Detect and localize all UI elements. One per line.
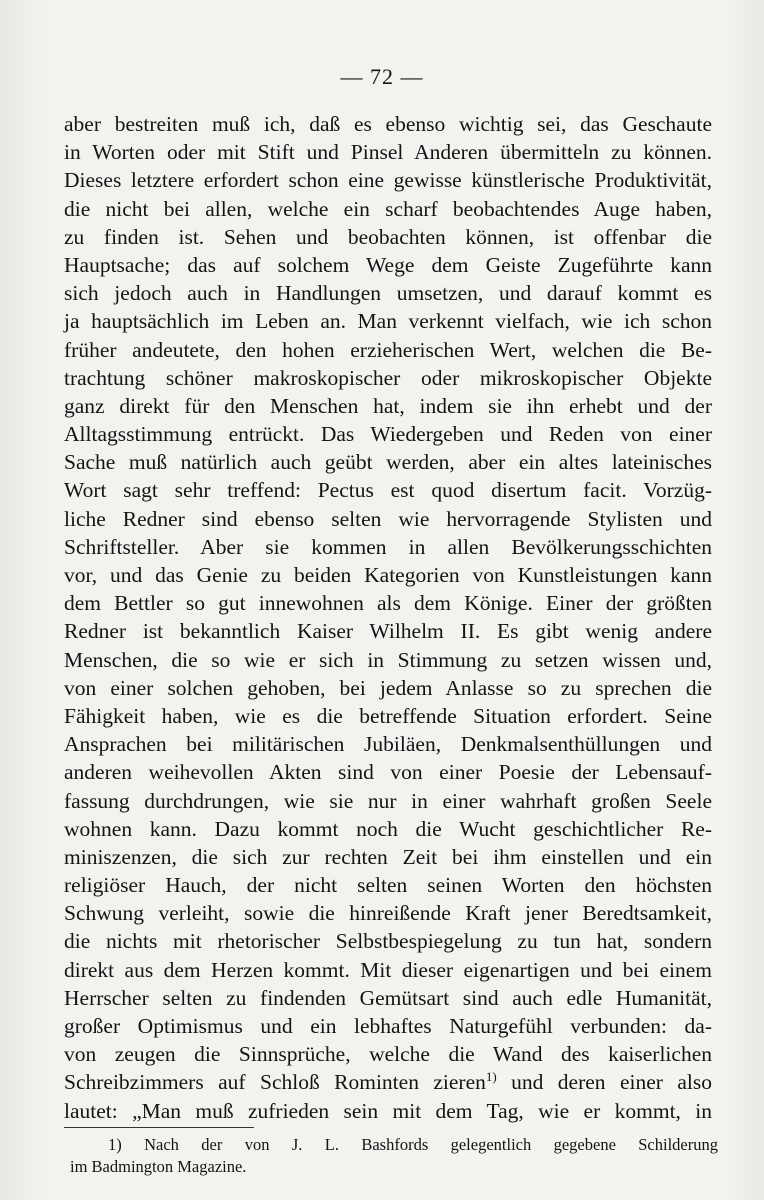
text-line: die nicht bei allen, welche ein scharf beobachtendes Auge haben,	[64, 196, 712, 221]
text-line: trachtung schöner makroskopischer oder mikroskopischer Objekte	[64, 365, 712, 390]
text-line: aber bestreiten muß ich, daß es ebenso wichtig sei, das Geschaute	[64, 112, 712, 136]
footnote-divider	[64, 1127, 254, 1128]
text-line-with-footnote-ref	[64, 1068, 712, 1096]
footnote	[70, 1134, 718, 1178]
body-text	[64, 110, 712, 1125]
text-line: Wort sagt sehr treffend: Pectus est quod disertum facit. Vorzüg-	[64, 478, 712, 503]
text-line: liche Redner sind ebenso selten wie hervorragende Stylisten und	[64, 506, 712, 531]
text-line: religiöser Hauch, der nicht selten seinen Worten den höchsten	[64, 873, 712, 898]
text-line: Ansprachen bei militärischen Jubiläen, Denkmalsenthüllungen und	[64, 732, 712, 757]
text-line: anderen weihevollen Akten sind von einer Poesie der Lebensauf-	[64, 760, 712, 785]
footnote-reference: 1)	[485, 1069, 497, 1085]
text-line: von einer solchen gehoben, bei jedem Anlasse so zu sprechen die	[64, 675, 712, 700]
text-line: früher andeutete, den hohen erzieherischen Wert, welchen die Be-	[64, 337, 712, 362]
text-line: Sache muß natürlich auch geübt werden, aber ein altes lateinisches	[64, 450, 712, 475]
text-line: ganz direkt für den Menschen hat, indem sie ihn erhebt und der	[64, 393, 712, 418]
text-line: Hauptsache; das auf solchem Wege dem Geiste Zugeführte kann	[64, 252, 712, 277]
footnote-line: im Badmington Magazine.	[70, 1157, 247, 1176]
text-line: die nichts mit rhetorischer Selbstbespiegelung zu tun hat, sondern	[64, 929, 712, 954]
text-line: von zeugen die Sinnsprüche, welche die Wand des kaiserlichen	[64, 1042, 712, 1067]
text-line: sich jedoch auch in Handlungen umsetzen, und darauf kommt es	[64, 281, 712, 306]
text-line: wohnen kann. Dazu kommt noch die Wucht geschichtlicher Re-	[64, 816, 712, 841]
text-line: fassung durchdrungen, wie sie nur in einer wahrhaft großen Seele	[64, 788, 712, 813]
text-line: dem Bettler so gut innewohnen als dem Könige. Einer der größten	[64, 591, 712, 616]
text-line: Alltagsstimmung entrückt. Das Wiedergeben und Reden von einer	[64, 422, 712, 447]
text-line: lautet: „Man muß zufrieden sein mit dem Tag, wie er kommt, in	[64, 1098, 712, 1123]
text-line: Menschen, die so wie er sich in Stimmung zu setzen wissen und,	[64, 647, 712, 672]
text-line: ja hauptsächlich im Leben an. Man verkennt vielfach, wie ich schon	[64, 309, 712, 334]
text-segment: und deren einer also	[496, 1070, 712, 1095]
text-line: direkt aus dem Herzen kommt. Mit dieser eigenartigen und bei einem	[64, 957, 712, 982]
text-line: miniszenzen, die sich zur rechten Zeit bei ihm einstellen und ein	[64, 844, 712, 869]
page-number: — 72 —	[340, 64, 424, 89]
text-line: Schriftsteller. Aber sie kommen in allen Bevölkerungsschichten	[64, 534, 712, 559]
footnote-line: 1) Nach der von J. L. Bashfords gelegentlich gegebene Schilderung	[108, 1135, 718, 1154]
text-line: Fähigkeit haben, wie es die betreffende Situation erfordert. Seine	[64, 703, 712, 728]
text-segment: Schreibzimmers auf Schloß Rominten zieren	[64, 1070, 486, 1095]
text-line: vor, und das Genie zu beiden Kategorien von Kunstleistungen kann	[64, 563, 712, 587]
text-line: Herrscher selten zu findenden Gemütsart sind auch edle Humanität,	[64, 985, 712, 1010]
text-line: zu finden ist. Sehen und beobachten können, ist offenbar die	[64, 224, 712, 249]
text-line: in Worten oder mit Stift und Pinsel Anderen übermitteln zu können.	[64, 140, 712, 165]
text-line: großer Optimismus und ein lebhaftes Naturgefühl verbunden: da-	[64, 1014, 712, 1038]
text-line: Dieses letztere erfordert schon eine gewisse künstlerische Produktivität,	[64, 168, 712, 193]
text-line: Redner ist bekanntlich Kaiser Wilhelm II. Es gibt wenig andere	[64, 619, 712, 644]
text-line: Schwung verleiht, sowie die hinreißende Kraft jener Beredtsamkeit,	[64, 901, 712, 926]
